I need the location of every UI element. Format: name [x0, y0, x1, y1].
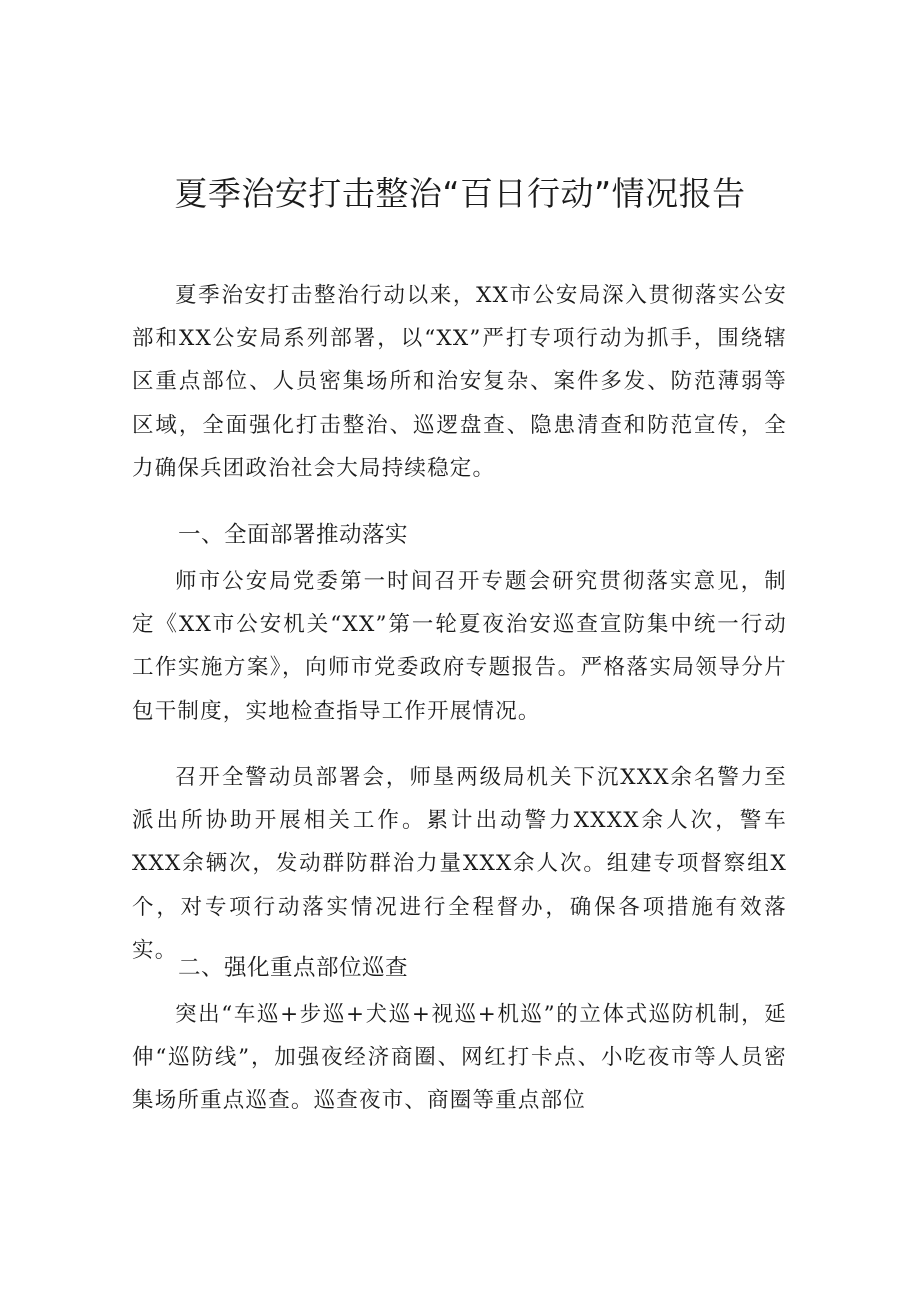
intro-paragraph: 夏季治安打击整治行动以来，XX市公安局深入贯彻落实公安部和XX公安局系列部署，以“XX”严打专项行动为抓手，围绕辖区重点部位、人员密集场所和治安复杂、案件多发、防范薄弱等区域，全面强化打击整治、巡逻盘查、隐患清查和防范宣传，全力确保兵团政治社会大局持续稳定。	[132, 283, 787, 481]
section-1-paragraph-1: 师市公安局党委第一时间召开专题会研究贯彻落实意见，制定《XX市公安机关“XX”第一轮夏夜治安巡查宣防集中统一行动工作实施方案》，向师市党委政府专题报告。严格落实局领导分片包干制度，实地检查指导工作开展情况。	[132, 569, 787, 724]
document-title: 夏季治安打击整治“百日行动”情况报告	[174, 174, 746, 213]
section-1-paragraph-2: 召开全警动员部署会，师垦两级局机关下沉XXX余名警力至派出所协助开展相关工作。累计出动警力XXXX余人次，警车XXX余辆次，发动群防群治力量XXX余人次。组建专项督察组X个，对专项行动落实情况进行全程督办，确保各项措施有效落实。	[132, 765, 787, 963]
section-2-paragraph-1: 突出“车巡+步巡+犬巡+视巡+机巡”的立体式巡防机制，延伸“巡防线”，加强夜经济商圈、网红打卡点、小吃夜市等人员密集场所重点巡查。巡查夜市、商圈等重点部位	[132, 1002, 787, 1114]
section-1-heading: 一、全面部署推动落实	[178, 522, 409, 548]
section-2-heading: 二、强化重点部位巡查	[178, 955, 409, 981]
